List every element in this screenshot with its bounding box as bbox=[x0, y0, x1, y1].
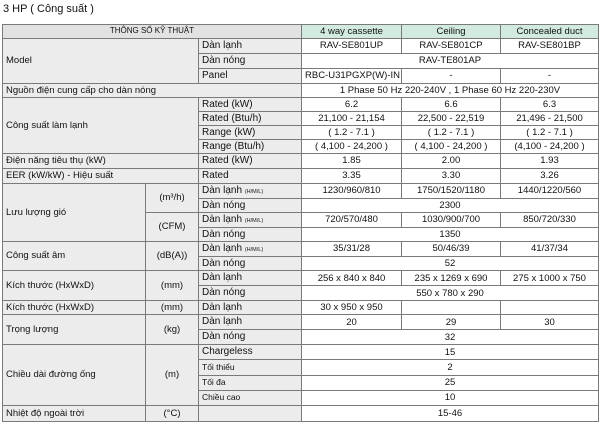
eer-label: EER (kW/kW) - Hiệu suất bbox=[3, 169, 199, 184]
piping-label: Chiều dài đường ống bbox=[3, 345, 146, 405]
model-cassette: RAV-SE801UP bbox=[302, 38, 402, 53]
eer-cell: 3.30 bbox=[402, 169, 501, 184]
table-row bbox=[3, 315, 599, 330]
weight-outdoor-label: Dàn nóng bbox=[199, 330, 302, 345]
cooling-cell: (4,100 - 24,200 ) bbox=[501, 140, 599, 154]
eer-sub-label: Rated bbox=[199, 169, 302, 184]
model-panel-label: Panel bbox=[199, 69, 302, 84]
table-row bbox=[3, 169, 599, 184]
sound-indoor-label: Dàn lạnh (H/M/L) bbox=[199, 242, 302, 257]
dimension-cell: 235 x 1269 x 690 bbox=[402, 271, 501, 286]
airflow-cell: 1440/1220/560 bbox=[501, 184, 599, 199]
cooling-rated-kw-label: Rated (kW) bbox=[199, 98, 302, 112]
weight-label: Trọng lượng bbox=[3, 315, 146, 345]
ambient-unit: (°C) bbox=[146, 405, 199, 421]
panel-ceiling: - bbox=[402, 69, 501, 84]
sound-outdoor-value: 52 bbox=[302, 257, 599, 271]
dimension-cell: 256 x 840 x 840 bbox=[302, 271, 402, 286]
consumption-label: Điện năng tiêu thụ (kW) bbox=[3, 154, 199, 169]
weight-cell: 29 bbox=[402, 315, 501, 330]
table-row bbox=[3, 154, 599, 169]
airflow-outdoor-value: 2300 bbox=[302, 199, 599, 213]
panel-duct: - bbox=[501, 69, 599, 84]
table-row bbox=[3, 38, 599, 53]
cooling-cell: ( 4,100 - 24,200 ) bbox=[402, 140, 501, 154]
table-row bbox=[3, 271, 599, 286]
power-value: 1 Phase 50 Hz 220-240V , 1 Phase 60 Hz 220-230V bbox=[302, 84, 599, 98]
table-row bbox=[3, 84, 599, 98]
model-ceiling: RAV-SE801CP bbox=[402, 38, 501, 53]
ambient-value: 15-46 bbox=[302, 405, 599, 421]
piping-chargeless-value: 15 bbox=[302, 345, 599, 360]
table-row bbox=[3, 405, 599, 421]
cooling-cell: 6.2 bbox=[302, 98, 402, 112]
sound-unit: (dB(A)) bbox=[146, 242, 199, 271]
model-outdoor-value: RAV-TE801AP bbox=[302, 54, 599, 69]
model-outdoor-label: Dàn nóng bbox=[199, 54, 302, 69]
table-row bbox=[3, 98, 599, 112]
cooling-cell: 6.3 bbox=[501, 98, 599, 112]
cooling-cell: 22,500 - 22,519 bbox=[402, 112, 501, 126]
piping-height-label: Chiều cao bbox=[199, 390, 302, 405]
panel-dimension-label: Kích thước (HxWxD) bbox=[3, 301, 146, 315]
airflow-cfm-outdoor-label: Dàn nóng bbox=[199, 228, 302, 242]
panel-dimension-unit: (mm) bbox=[146, 301, 199, 315]
piping-max-label: Tối đa bbox=[199, 375, 302, 390]
cooling-cell: 6.6 bbox=[402, 98, 501, 112]
cooling-cell: ( 1.2 - 7.1 ) bbox=[302, 126, 402, 140]
ambient-label: Nhiệt độ ngoài trời bbox=[3, 405, 146, 421]
sound-label: Công suất âm bbox=[3, 242, 146, 271]
cooling-cell: ( 1.2 - 7.1 ) bbox=[402, 126, 501, 140]
dimension-indoor-label: Dàn lạnh bbox=[199, 271, 302, 286]
airflow-label: Lưu lượng gió bbox=[3, 184, 146, 242]
airflow-indoor-label: Dàn lạnh (H/M/L) bbox=[199, 184, 302, 199]
weight-cell: 20 bbox=[302, 315, 402, 330]
col-header-ceiling: Ceiling bbox=[402, 25, 501, 39]
piping-chargeless-label: Chargeless bbox=[199, 345, 302, 360]
empty-cell bbox=[402, 301, 501, 315]
airflow-cell: 1750/1520/1180 bbox=[402, 184, 501, 199]
cooling-rated-btu-label: Rated (Btu/h) bbox=[199, 112, 302, 126]
header-row bbox=[3, 25, 599, 39]
cooling-range-kw-label: Range (kW) bbox=[199, 126, 302, 140]
consumption-cell: 1.93 bbox=[501, 154, 599, 169]
weight-unit: (kg) bbox=[146, 315, 199, 345]
table-row bbox=[3, 184, 599, 199]
piping-max-value: 25 bbox=[302, 375, 599, 390]
piping-unit: (m) bbox=[146, 345, 199, 405]
sound-cell: 41/37/34 bbox=[501, 242, 599, 257]
spec-table bbox=[2, 24, 599, 422]
col-header-cassette: 4 way cassette bbox=[302, 25, 402, 39]
col-header-duct: Concealed duct bbox=[501, 25, 599, 39]
sound-cell: 35/31/28 bbox=[302, 242, 402, 257]
dimension-unit: (mm) bbox=[146, 271, 199, 301]
dimension-outdoor-label: Dàn nóng bbox=[199, 286, 302, 301]
panel-dimension-sub-label: Dàn lạnh bbox=[199, 301, 302, 315]
model-indoor-label: Dàn lạnh bbox=[199, 38, 302, 53]
weight-outdoor-value: 32 bbox=[302, 330, 599, 345]
cooling-range-btu-label: Range (Btu/h) bbox=[199, 140, 302, 154]
consumption-cell: 1.85 bbox=[302, 154, 402, 169]
model-duct: RAV-SE801BP bbox=[501, 38, 599, 53]
table-row bbox=[3, 301, 599, 315]
spec-header: THÔNG SỐ KỸ THUẬT bbox=[3, 25, 302, 39]
table-row bbox=[3, 242, 599, 257]
airflow-outdoor-label: Dàn nóng bbox=[199, 199, 302, 213]
page-title: 3 HP ( Công suất ) bbox=[3, 3, 94, 15]
weight-indoor-label: Dàn lạnh bbox=[199, 315, 302, 330]
sound-cell: 50/46/39 bbox=[402, 242, 501, 257]
ambient-sub-empty bbox=[199, 405, 302, 421]
airflow-cell: 720/570/480 bbox=[302, 213, 402, 228]
eer-cell: 3.35 bbox=[302, 169, 402, 184]
airflow-cfm-indoor-label: Dàn lạnh (H/M/L) bbox=[199, 213, 302, 228]
empty-cell bbox=[501, 301, 599, 315]
cooling-cell: ( 1.2 - 7.1 ) bbox=[501, 126, 599, 140]
piping-min-value: 2 bbox=[302, 360, 599, 375]
airflow-cfm-outdoor-value: 1350 bbox=[302, 228, 599, 242]
cooling-label: Công suất làm lạnh bbox=[3, 98, 199, 154]
airflow-cell: 850/720/330 bbox=[501, 213, 599, 228]
airflow-unit-m3h: (m³/h) bbox=[146, 184, 199, 213]
eer-cell: 3.26 bbox=[501, 169, 599, 184]
dimension-cell: 275 x 1000 x 750 bbox=[501, 271, 599, 286]
power-label: Nguồn điện cung cấp cho dàn nóng bbox=[3, 84, 302, 98]
table-row bbox=[3, 345, 599, 360]
consumption-sub-label: Rated (kW) bbox=[199, 154, 302, 169]
cooling-cell: ( 4,100 - 24,200 ) bbox=[302, 140, 402, 154]
airflow-cell: 1030/900/700 bbox=[402, 213, 501, 228]
cooling-cell: 21,496 - 21,500 bbox=[501, 112, 599, 126]
piping-height-value: 10 bbox=[302, 390, 599, 405]
piping-min-label: Tối thiểu bbox=[199, 360, 302, 375]
airflow-unit-cfm: (CFM) bbox=[146, 213, 199, 242]
cooling-cell: 21,100 - 21,154 bbox=[302, 112, 402, 126]
airflow-cell: 1230/960/810 bbox=[302, 184, 402, 199]
dimension-label: Kích thước (HxWxD) bbox=[3, 271, 146, 301]
dimension-outdoor-value: 550 x 780 x 290 bbox=[302, 286, 599, 301]
sound-outdoor-label: Dàn nóng bbox=[199, 257, 302, 271]
panel-cassette: RBC-U31PGXP(W)-IN bbox=[302, 69, 402, 84]
panel-dimension-value: 30 x 950 x 950 bbox=[302, 301, 402, 315]
consumption-cell: 2.00 bbox=[402, 154, 501, 169]
model-label: Model bbox=[3, 38, 199, 83]
weight-cell: 30 bbox=[501, 315, 599, 330]
